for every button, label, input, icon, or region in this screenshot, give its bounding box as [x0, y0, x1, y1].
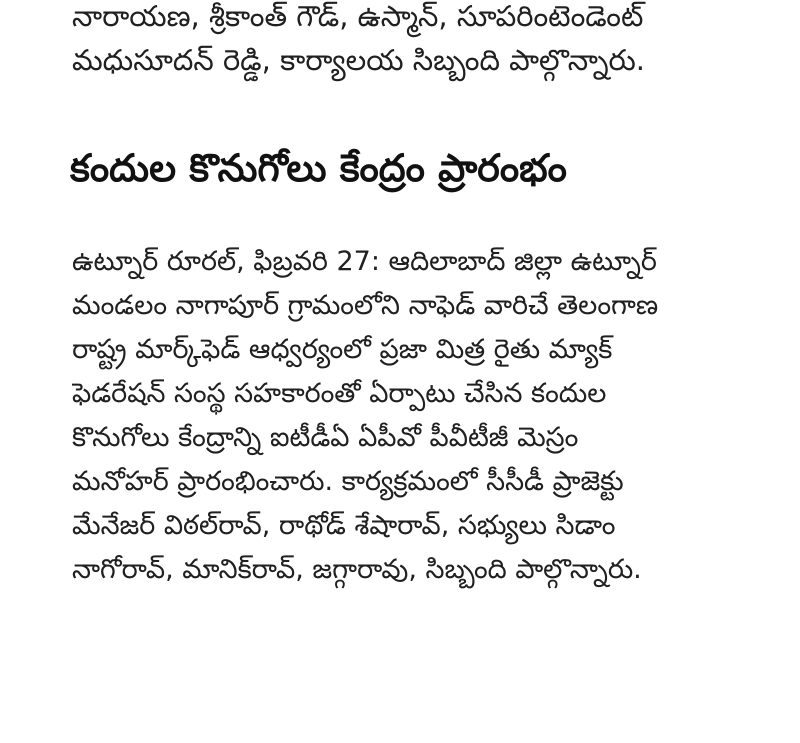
article-line-7: మేనేజర్ విఠల్‌రావ్, రాథోడ్ శేషారావ్, సభ్యులు సిడాం — [72, 510, 616, 541]
article-headline: కందుల కొనుగోలు కేంద్రం ప్రారంభం — [70, 146, 567, 190]
article-line-1: ఉట్నూర్ రూరల్, ఫిబ్రవరి 27: ఆదిలాబాద్ జిల్లా ఉట్నూర్ — [72, 246, 657, 277]
article-body — [72, 240, 788, 592]
article-line-3: రాష్ట్ర మార్క్‌ఫెడ్ ఆధ్వర్యంలో ప్రజా మిత్ర రైతు మ్యాక్ — [72, 334, 613, 365]
previous-article-text — [72, 0, 788, 82]
previous-article-line-1: నారాయణ, శ్రీకాంత్ గౌడ్, ఉస్మాన్, సూపరింటెండెంట్ — [72, 0, 644, 33]
article-line-8: నాగోరావ్, మానిక్‌రావ్, జగ్గారావు, సిబ్బంది పాల్గొన్నారు. — [72, 554, 642, 585]
article-line-5: కొనుగోలు కేంద్రాన్ని ఐటీడీఏ ఏపీవో పీవీటీజీ మెస్రం — [72, 422, 579, 453]
article-line-4: ఫెడరేషన్ సంస్థ సహకారంతో ఏర్పాటు చేసిన కందుల — [72, 378, 607, 409]
article-line-6: మనోహర్ ప్రారంభించారు. కార్యక్రమంలో సీసీడీ ప్రాజెక్టు — [72, 466, 624, 497]
previous-article-line-2: మధుసూదన్ రెడ్డి, కార్యాలయ సిబ్బంది పాల్గొన్నారు. — [72, 43, 645, 77]
article-line-2: మండలం నాగాపూర్ గ్రామంలోని నాఫెడ్ వారిచే తెలంగాణ — [72, 290, 659, 321]
